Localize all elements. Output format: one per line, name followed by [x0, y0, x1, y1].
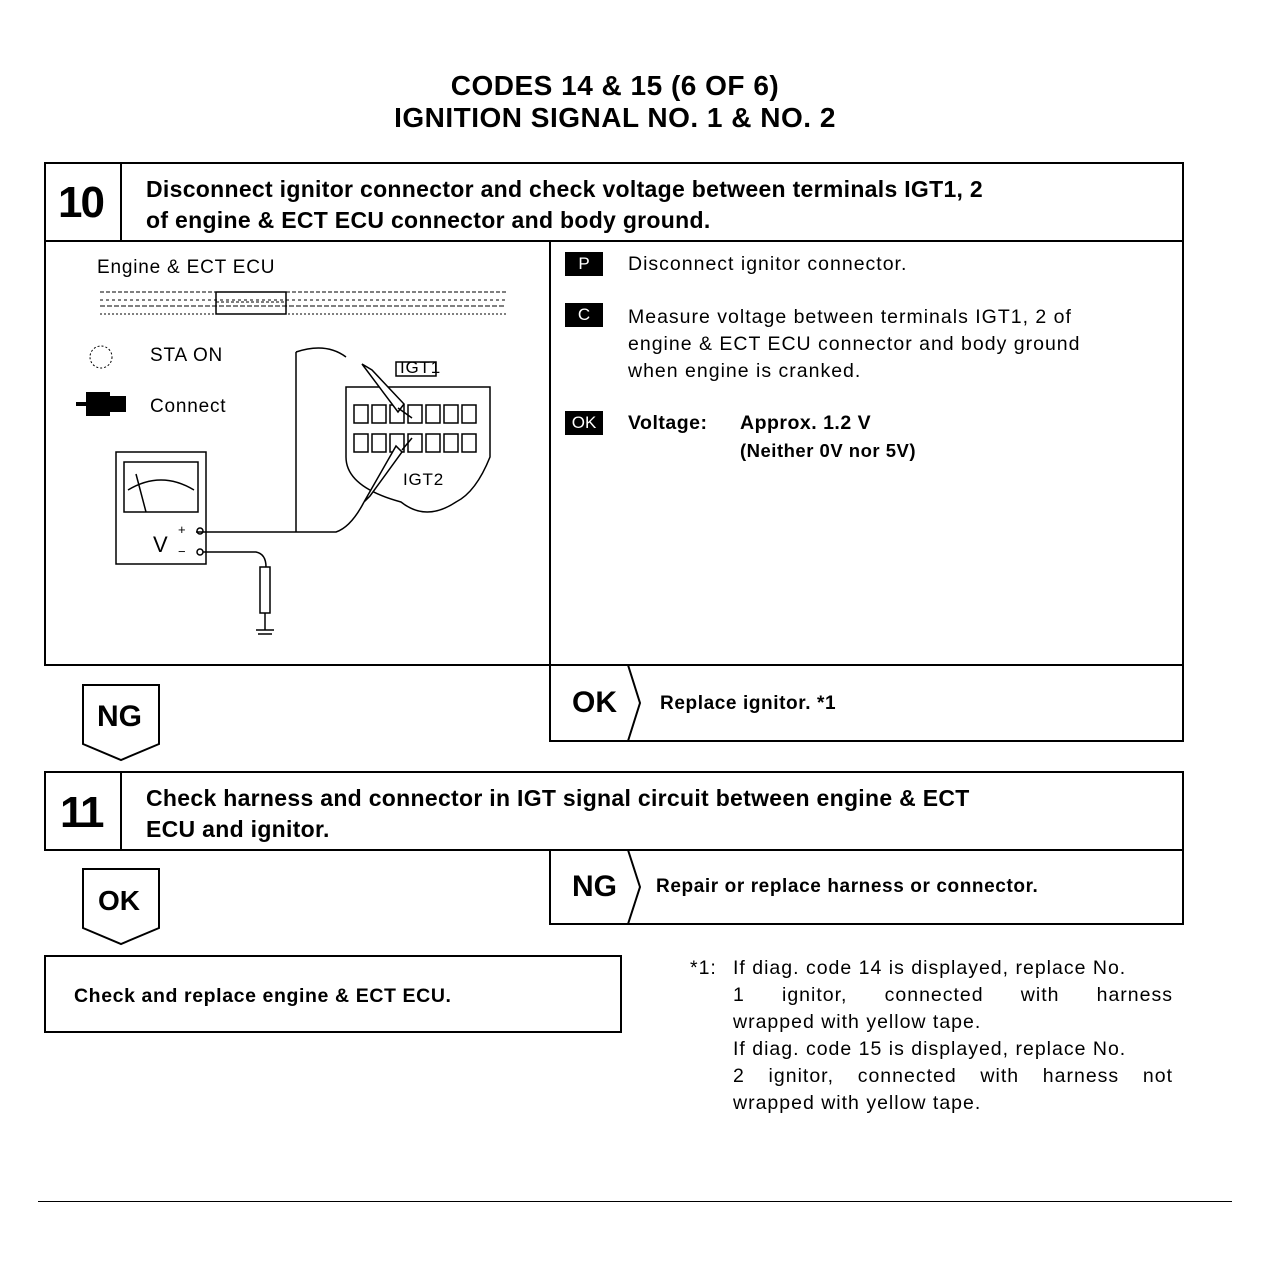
ecu-connector-face-icon [346, 362, 490, 512]
meter-v-label: V [153, 532, 169, 557]
step10-ng-label: NG [97, 700, 142, 733]
step10-ok-chevron-icon [620, 665, 644, 741]
step11-ng-result-label: NG [572, 870, 617, 903]
ok-tag: OK [565, 411, 603, 435]
voltage-note: (Neither 0V nor 5V) [740, 440, 917, 461]
step10-divider [120, 163, 122, 241]
footnote-line2: 1 ignitor, connected with harness [733, 984, 1173, 1006]
voltmeter-icon [116, 452, 206, 564]
step11-ng-chevron-icon [620, 850, 644, 924]
footnote-line3: wrapped with yellow tape. [733, 1011, 982, 1033]
p-instruction-text: Disconnect ignitor connector. [628, 253, 908, 275]
page-bottom-rule [38, 1201, 1232, 1202]
step10-ok-result-label: OK [572, 686, 617, 719]
step10-number: 10 [58, 178, 103, 227]
footnote-line4: If diag. code 15 is displayed, replace No. [733, 1038, 1127, 1060]
connect-label: Connect [150, 396, 227, 417]
voltage-value: Approx. 1.2 V [740, 412, 872, 434]
footnote-line1: If diag. code 14 is displayed, replace No. [733, 957, 1127, 979]
final-action-text: Check and replace engine & ECT ECU. [74, 985, 452, 1007]
meter-minus-label: − [178, 544, 187, 559]
c-tag: C [565, 303, 603, 327]
step11-text-line1: Check harness and connector in IGT signal circuit between engine & ECT [146, 785, 970, 811]
wiring-diagram [46, 242, 548, 662]
ignition-key-icon [90, 346, 112, 368]
ecu-connector-strip-icon [100, 292, 506, 314]
footnote-line5: 2 ignitor, connected with harness not [733, 1065, 1173, 1087]
igt1-label: IGT1 [400, 358, 441, 377]
footnote-line6: wrapped with yellow tape. [733, 1092, 982, 1114]
voltage-label: Voltage: [628, 412, 708, 434]
step11-number: 11 [60, 788, 103, 837]
step10-content-divider [549, 240, 551, 666]
meter-plus-label: + [178, 522, 187, 537]
step11-ok-label: OK [98, 885, 140, 916]
connector-plug-icon [76, 392, 126, 416]
page-title-line2: IGNITION SIGNAL NO. 1 & NO. 2 [394, 102, 836, 133]
c-instruction-line3: when engine is cranked. [628, 360, 862, 382]
step11-ng-result-text: Repair or replace harness or connector. [656, 876, 1039, 897]
p-tag: P [565, 252, 603, 276]
igt2-label: IGT2 [403, 470, 444, 489]
step10-ok-result-text: Replace ignitor. *1 [660, 693, 837, 714]
step10-ok-result-box [549, 664, 1184, 742]
c-instruction-line1: Measure voltage between terminals IGT1, 2 of [628, 306, 1072, 328]
step10-text-line1: Disconnect ignitor connector and check voltage between terminals IGT1, 2 [146, 176, 984, 202]
c-instruction-line2: engine & ECT ECU connector and body ground [628, 333, 1081, 355]
ground-probe-icon [203, 552, 274, 634]
step11-text-line2: ECU and ignitor. [146, 816, 330, 842]
step11-divider [120, 772, 122, 850]
ecu-label: Engine & ECT ECU [97, 257, 276, 278]
sta-on-label: STA ON [150, 345, 224, 366]
step10-text-line2: of engine & ECT ECU connector and body ground. [146, 207, 711, 233]
page-title-line1: CODES 14 & 15 (6 OF 6) [450, 70, 780, 101]
footnote-marker: *1: [690, 957, 717, 979]
